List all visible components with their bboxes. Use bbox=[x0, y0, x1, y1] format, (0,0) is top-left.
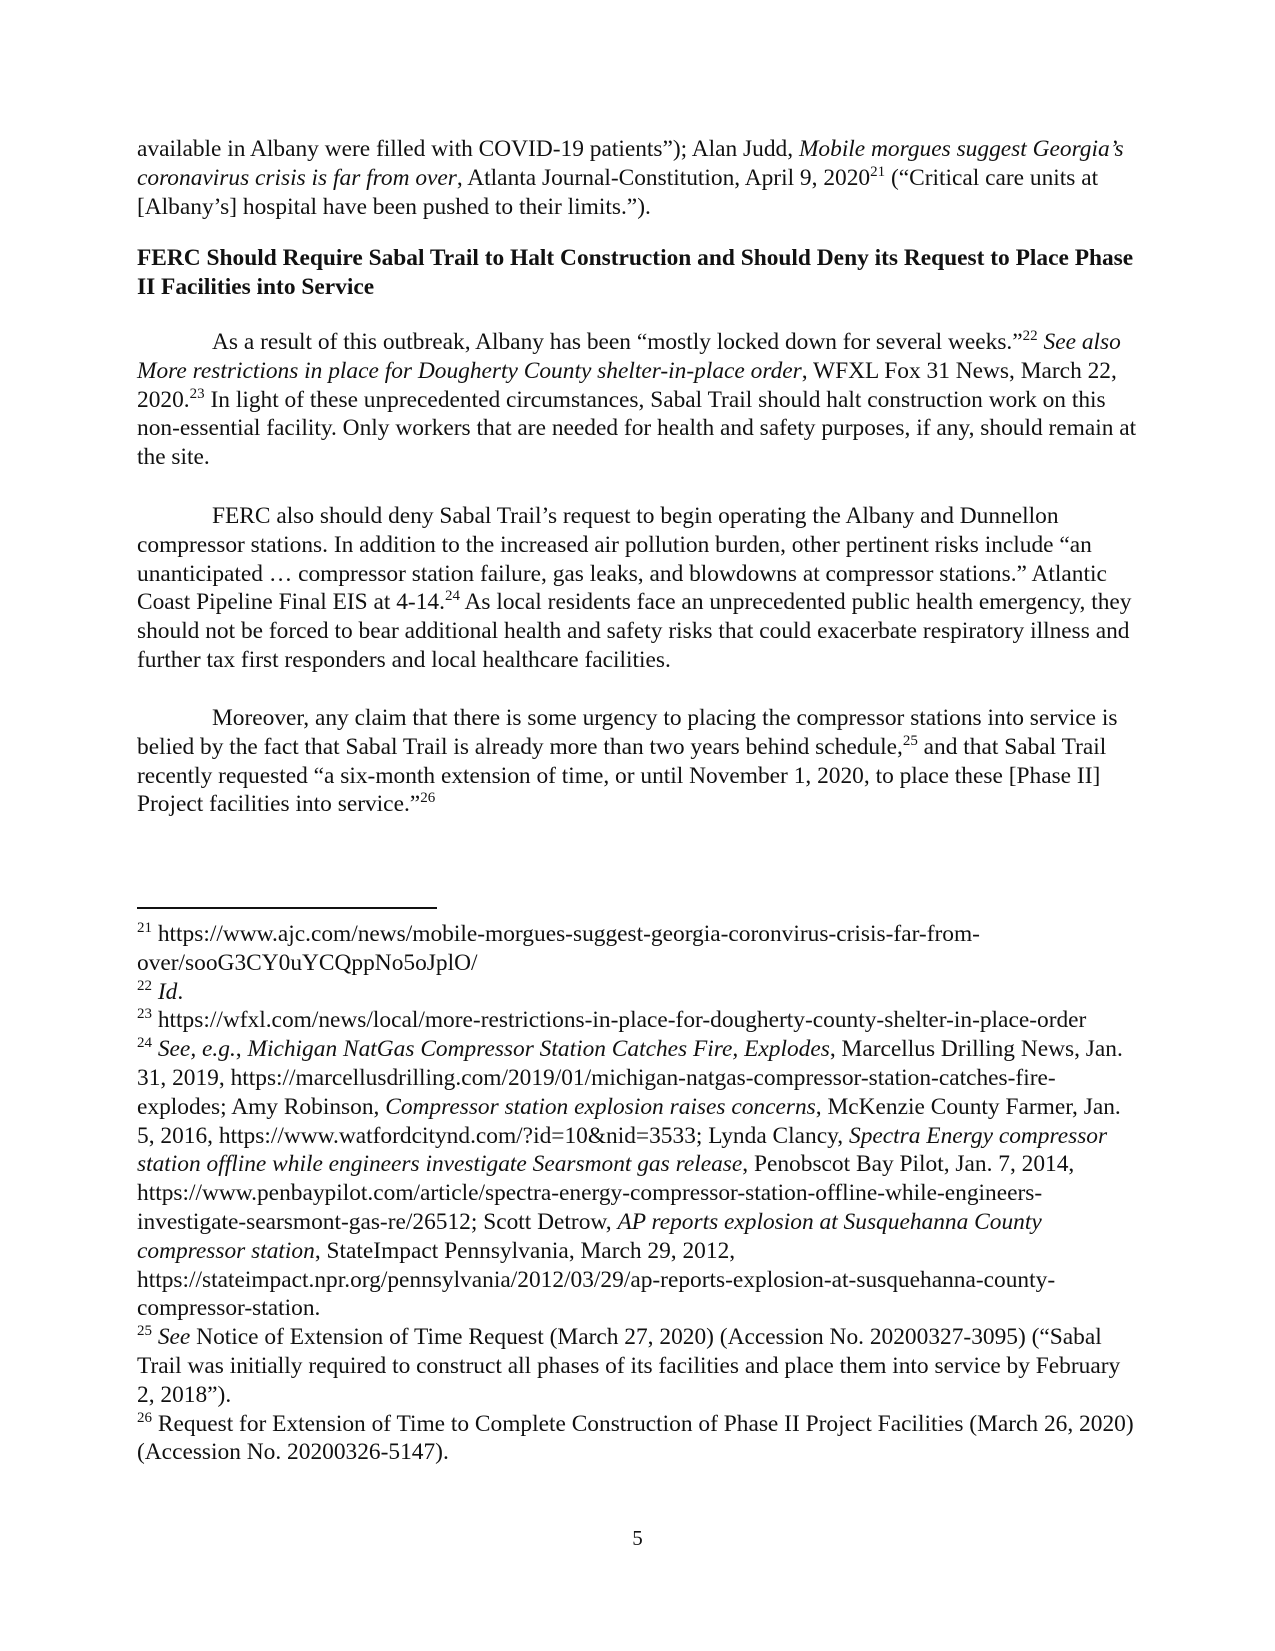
article-title: See also More restrictions in place for Dougherty County shelter-in-place order bbox=[137, 329, 1121, 384]
article-title: Compressor station explosion raises concerns bbox=[385, 1093, 816, 1120]
footnote-text: https://www.ajc.com/news/mobile-morgues-suggest-georgia-coronvirus-crisis-far-from-over/sooG3CY0uYCQppNo5oJplO/ bbox=[137, 921, 980, 976]
paragraph-text: Moreover, any claim that there is some urgency to placing the compressor stations into service is belied by the fact that Sabal Trail is already more than two years behind schedule, bbox=[137, 705, 1118, 760]
footnote-25 bbox=[137, 1323, 1137, 1409]
footnote-number: 22 bbox=[137, 977, 152, 994]
footnotes bbox=[137, 920, 1137, 1467]
footnote-text: , Penobscot Bay Pilot, Jan. 7, 2014, https://www.penbaypilot.com/article/spectra-energy-compressor-station-offline-while-engineers-investigate-searsmont-gas-re/26512; Scott Detrow, bbox=[137, 1151, 1075, 1235]
footnote-24 bbox=[137, 1035, 1137, 1323]
paragraph-text: and that Sabal Trail recently requested “a six-month extension of time, or until November 1, 2020, to place these [Phase II] Project facilities into service.” bbox=[137, 733, 1107, 818]
footnote-text: , Marcellus Drilling News, Jan. 31, 2019, https://marcellusdrilling.com/2019/01/michigan-natgas-compressor-station-catches-fire-explodes; Amy Robinson, bbox=[137, 1036, 1123, 1120]
footnote-ref: 21 bbox=[870, 163, 886, 180]
paragraph-text: (“Critical care units at [Albany’s] hospital have been pushed to their limits.”). bbox=[137, 164, 1099, 220]
footnote-ref: 22 bbox=[1022, 328, 1038, 344]
paragraph-text: , WFXL Fox 31 News, March 22, 2020. bbox=[137, 357, 1117, 413]
footnote-ref: 23 bbox=[189, 385, 205, 402]
footnote-text: Request for Extension of Time to Complete Construction of Phase II Project Facilities (March 26, 2020) (Accession No. 20200326-5147). bbox=[137, 1410, 1134, 1466]
article-title: Spectra Energy compressor station offline while engineers investigate Searsmont gas release bbox=[137, 1122, 1108, 1178]
footnote-number: 21 bbox=[137, 920, 152, 936]
paragraph-text: As local residents face an unprecedented public health emergency, they should not be forced to bear additional health and safety risks that could exacerbate respiratory illness and further tax first responders and local healthcare facilities. bbox=[137, 589, 1132, 673]
article-title: AP reports explosion at Susquehanna County compressor station bbox=[137, 1208, 1042, 1264]
footnote-21 bbox=[137, 920, 1137, 978]
footnote-23 bbox=[137, 1006, 1137, 1035]
paragraph-text: , Atlanta Journal-Constitution, April 9, 2020 bbox=[456, 164, 871, 191]
footnote-ref: 24 bbox=[444, 588, 460, 605]
section-heading: FERC Should Require Sabal Trail to Halt Construction and Should Deny its Request to Place Phase II Facilities into Service bbox=[137, 245, 1134, 300]
paragraph-text: FERC also should deny Sabal Trail’s request to begin operating the Albany and Dunnellon compressor stations. In addition to the increased air pollution burden, other pertinent risks include “an unanticipated … compressor station failure, gas leaks, and blowdowns at compressor stations.” Atlantic Coast Pipeline Final EIS at 4-14. bbox=[137, 503, 1107, 616]
paragraph-outbreak bbox=[137, 328, 1137, 472]
footnote-separator bbox=[137, 907, 437, 909]
footnote-signal: See, e.g. bbox=[157, 1036, 236, 1063]
article-title: Mobile morgues suggest Georgia’s coronavirus crisis is far from over bbox=[137, 136, 1124, 191]
footnote-text: https://wfxl.com/news/local/more-restrictions-in-place-for-dougherty-county-shelter-in-place-order bbox=[152, 1007, 1087, 1034]
footnote-number: 23 bbox=[137, 1006, 152, 1023]
footnote-text: , McKenzie County Farmer, Jan. 5, 2016, https://www.watfordcitynd.com/?id=10&nid=3533; Lynda Clancy, bbox=[137, 1093, 1121, 1149]
footnote-signal: See bbox=[157, 1324, 191, 1351]
footnote-text: Notice of Extension of Time Request (March 27, 2020) (Accession No. 20200327-3095) (“Sabal Trail was initially required to construct all phases of its facilities and place them into service by February 2, 2018”). bbox=[137, 1324, 1121, 1408]
footnote-26 bbox=[137, 1410, 1137, 1468]
footnote-ref: 26 bbox=[420, 790, 436, 807]
footnote-ref: 25 bbox=[902, 732, 918, 749]
footnote-number: 25 bbox=[137, 1323, 152, 1340]
paragraph-deny-request bbox=[137, 502, 1137, 675]
paragraph-text: available in Albany were filled with COVID-19 patients”); Alan Judd, bbox=[137, 136, 799, 162]
paragraph-continued bbox=[137, 135, 1137, 221]
footnote-text: Id bbox=[157, 978, 178, 1005]
paragraph-text: As a result of this outbreak, Albany has been “mostly locked down for several weeks.” bbox=[212, 329, 1023, 355]
footnote-text: , bbox=[235, 1036, 248, 1063]
paragraph-urgency bbox=[137, 704, 1137, 819]
footnote-text: , StateImpact Pennsylvania, March 29, 2012, https://stateimpact.npr.org/pennsylvania/2012/03/29/ap-reports-explosion-at-susquehanna-county-compressor-station. bbox=[137, 1237, 1056, 1322]
page-number: 5 bbox=[632, 1526, 643, 1550]
paragraph-text: In light of these unprecedented circumstances, Sabal Trail should halt construction work on this non-essential facility. Only workers that are needed for health and safety purposes, if any, should remain at the site. bbox=[137, 386, 1137, 471]
article-title: Michigan NatGas Compressor Station Catches Fire, Explodes bbox=[247, 1036, 830, 1063]
footnote-number: 26 bbox=[137, 1409, 152, 1426]
footnote-22: $^{22}$ Id. bbox=[137, 977, 184, 1005]
footnote-number: 24 bbox=[137, 1035, 152, 1052]
